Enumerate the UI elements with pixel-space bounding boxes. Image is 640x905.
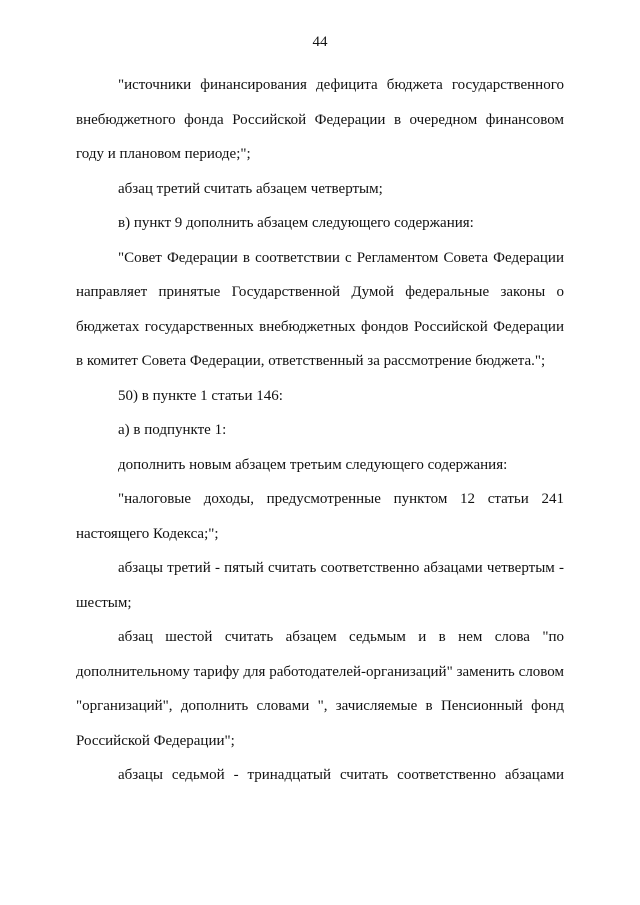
paragraph-6: а) в подпункте 1:	[118, 422, 227, 438]
paragraph-4: "Совет Федерации в соответствии с Регламентом Совета Федерации направляет принятые Государственной Думой федеральные законы о бюджетах государственных внебюджетных фондов Российской Федерации в комитет Совета Федерации, ответственный за рассмотрение бюджета.";	[76, 249, 564, 369]
paragraph-2: абзац третий считать абзацем четвертым;	[118, 180, 383, 197]
paragraph-8: "налоговые доходы, предусмотренные пунктом 12 статьи 241 настоящего Кодекса;";	[76, 491, 564, 542]
document-body	[76, 68, 564, 793]
paragraph-5: 50) в пункте 1 статьи 146:	[118, 387, 283, 404]
paragraph-7: дополнить новым абзацем третьим следующего содержания:	[118, 456, 508, 473]
paragraph-11: абзацы седьмой - тринадцатый считать соответственно абзацами	[118, 767, 564, 783]
paragraph-9: абзацы третий - пятый считать соответственно абзацами четвертым - шестым;	[76, 560, 564, 611]
paragraph-3: в) пункт 9 дополнить абзацем следующего содержания:	[118, 215, 474, 231]
paragraph-1: "источники финансирования дефицита бюджета государственного внебюджетного фонда Российской Федерации в очередном финансовом году и плановом периоде;";	[76, 77, 564, 162]
page-number: 44	[312, 34, 328, 50]
paragraph-10: абзац шестой считать абзацем седьмым и в нем слова "по дополнительному тарифу для работодателей-организаций" заменить словом "организаций", дополнить словами ", зачисляемые в Пенсионный фонд Российской Федерации";	[76, 629, 564, 749]
